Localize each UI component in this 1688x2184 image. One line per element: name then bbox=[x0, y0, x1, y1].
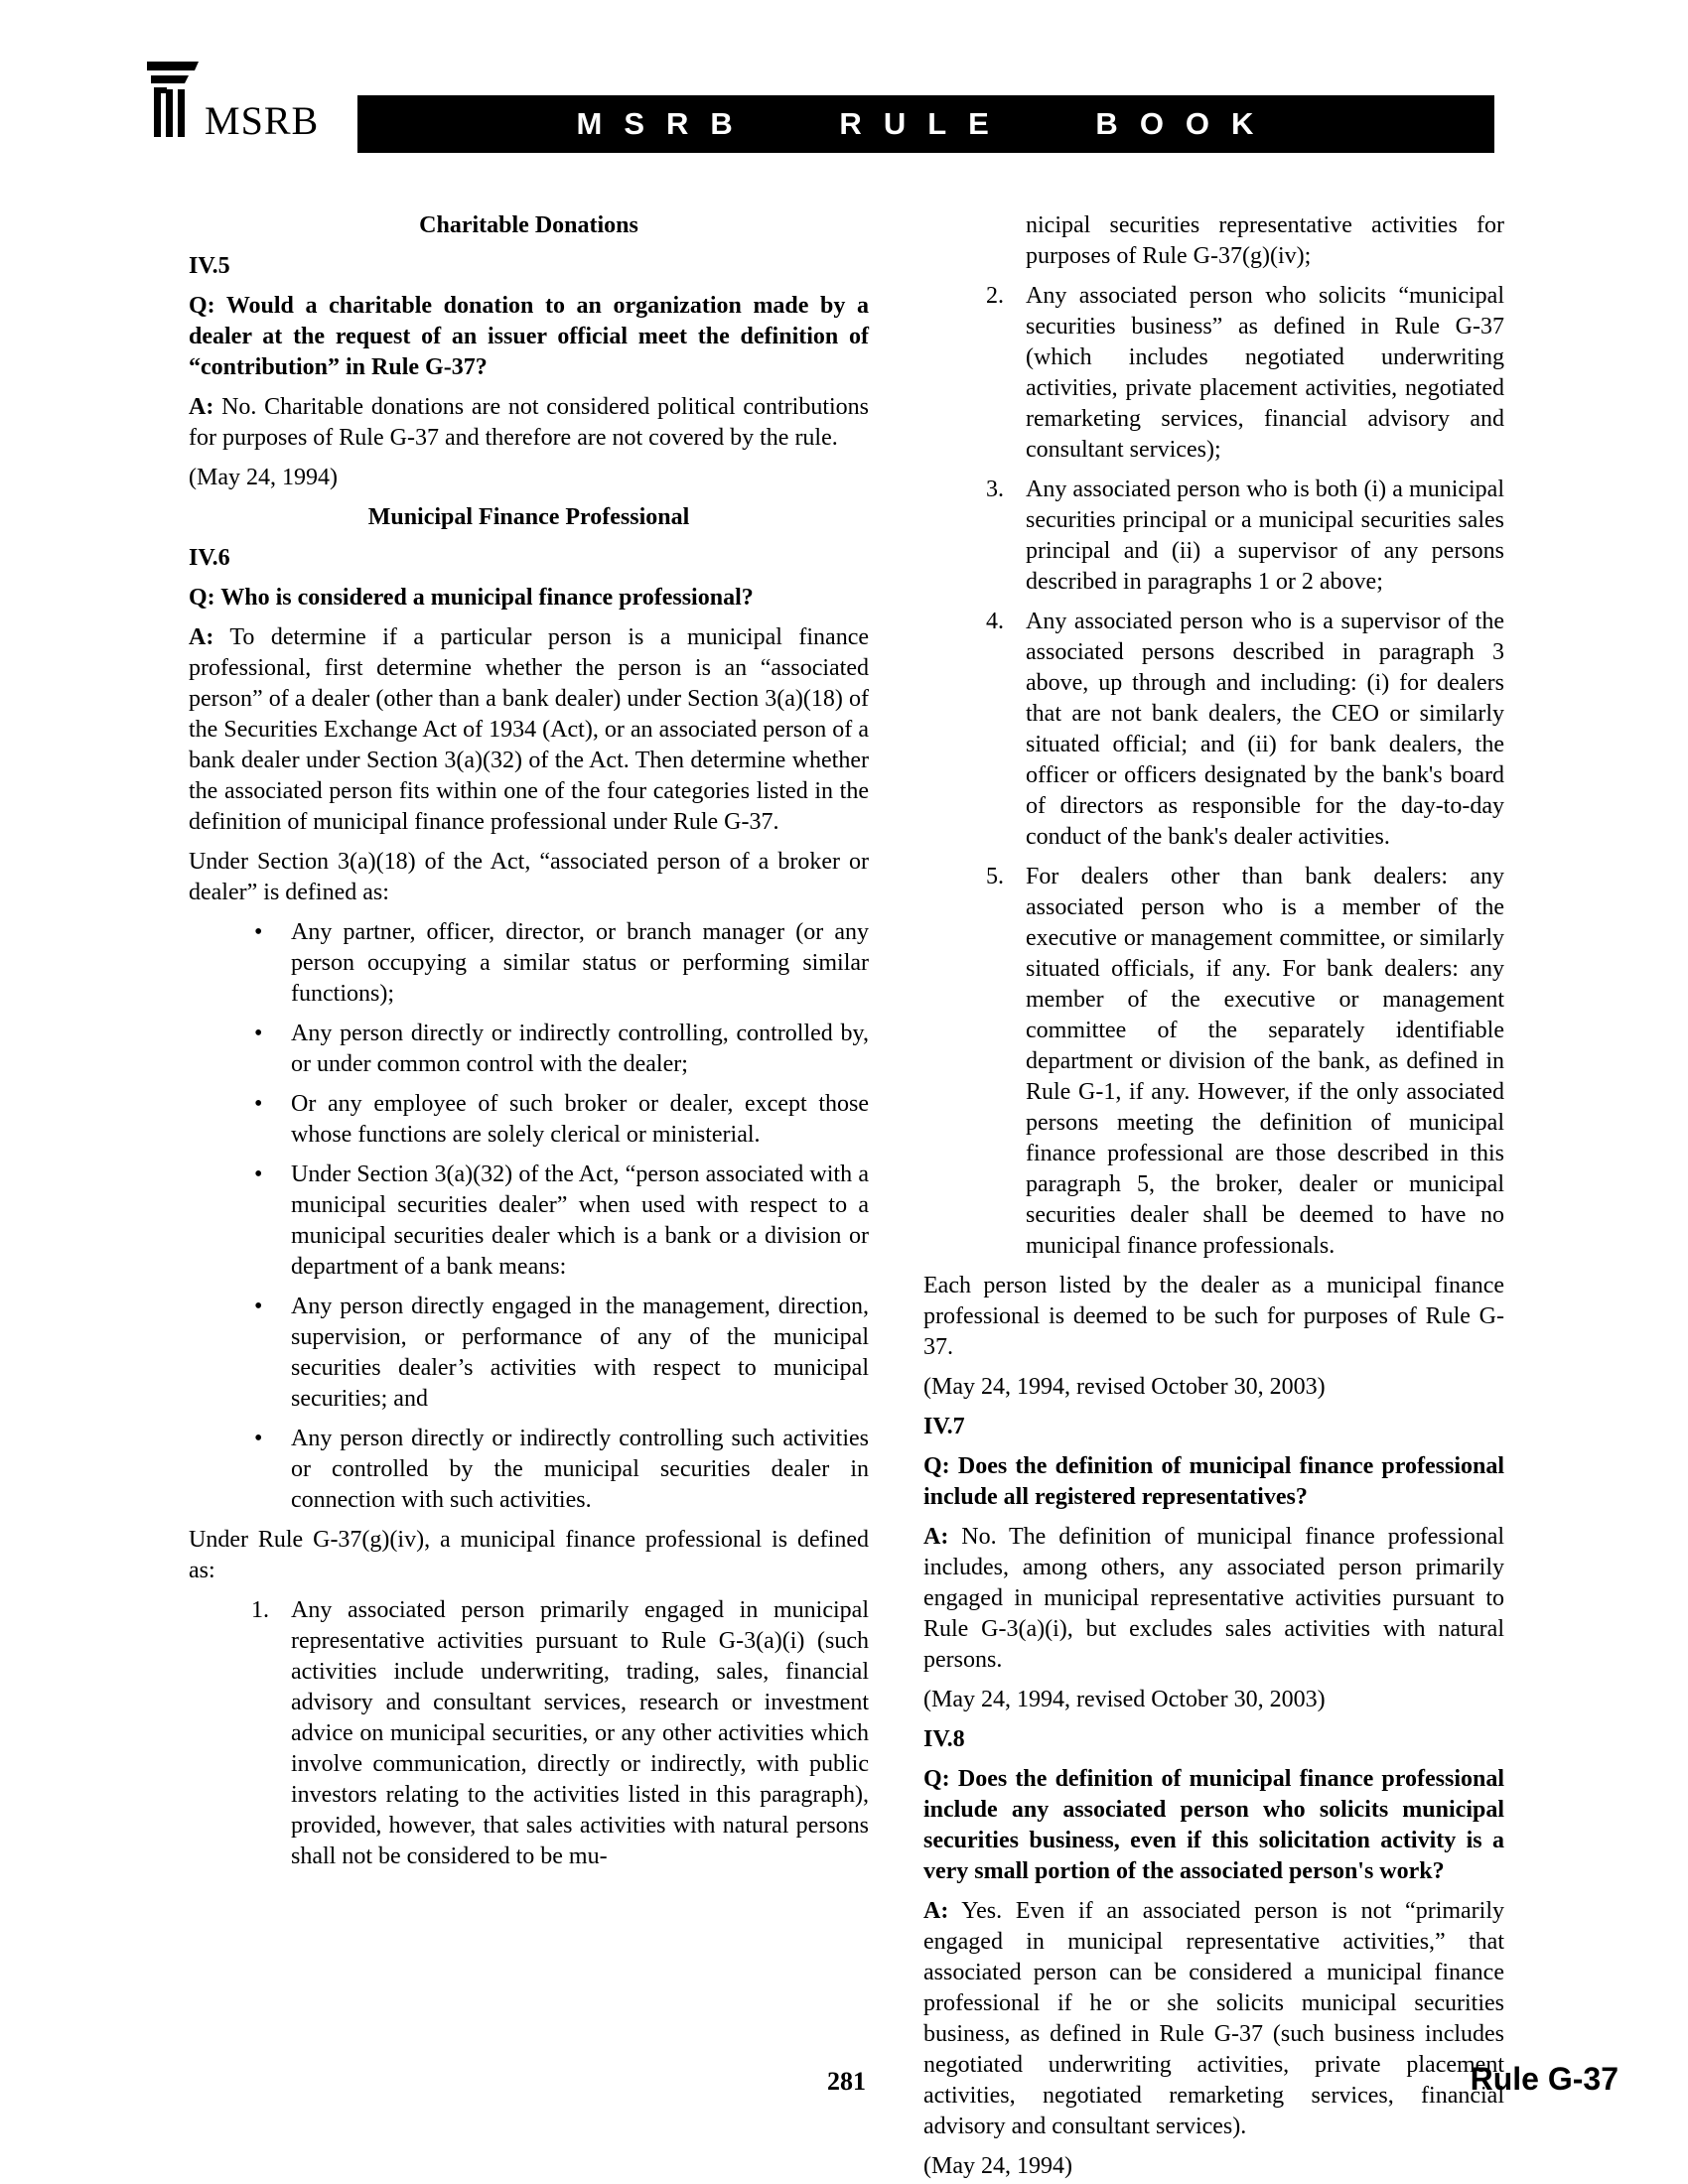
list-item-text: For dealers other than bank dealers: any associated person who is a member of the executive or management committee, or similarly situated officials, if any. For bank dealers: any member of the executive or management committee of the separately identifiable department or division of the bank, as defined in Rule G-1, if any. However, if the only associated persons meeting the definition of municipal finance professional are those described in this paragraph 5, the broker, dealer or municipal securities dealer shall be deemed to have no municipal finance professionals. bbox=[1026, 864, 1504, 1259]
iv5-adoption-date: (May 24, 1994) bbox=[189, 465, 338, 490]
list-item-text: Any associated person who is both (i) a municipal securities principal or a municipal securities sales principal and (ii) a supervisor of any persons described in paragraphs 1 or 2 above; bbox=[1026, 477, 1504, 595]
page-content bbox=[189, 210, 1504, 2184]
list-item bbox=[189, 1019, 869, 1080]
iv6-answer bbox=[189, 622, 869, 838]
bullet-marker: • bbox=[254, 1021, 263, 1046]
msrb-logo bbox=[137, 60, 320, 143]
bullet-marker: • bbox=[254, 1091, 263, 1117]
list-item-text: Or any employee of such broker or dealer, except those whose functions are solely clerical or ministerial. bbox=[291, 1091, 869, 1148]
number-marker: 3. bbox=[986, 477, 1004, 502]
iv7-answer bbox=[923, 1522, 1504, 1676]
numbered-item-4 bbox=[923, 607, 1504, 853]
answer-text: Yes. Even if an associated person is not “primarily engaged in municipal representative activities,” that associated person can be considered a municipal finance professional if he or she solicits municipal securities business, as defined in Rule G-37 (such business includes negotiated underwriting activities, private placement activities, negotiated remarketing services, financial advisory and consultant services). bbox=[923, 1898, 1505, 2139]
number-marker: 1. bbox=[251, 1597, 269, 1623]
numbered-item-1-continuation: nicipal securities representative activities for purposes of Rule G-37(g)(iv); bbox=[1026, 212, 1504, 269]
msrb-columns-icon bbox=[137, 60, 203, 139]
section-heading-charitable-donations: Charitable Donations bbox=[419, 212, 638, 238]
section-heading-municipal-finance-professional: Municipal Finance Professional bbox=[367, 504, 690, 530]
list-item-text: Any partner, officer, director, or branch manager (or any person occupying a similar status or performing similar functions); bbox=[291, 919, 869, 1007]
bullet-marker: • bbox=[254, 1294, 263, 1319]
iv7-adoption-date: (May 24, 1994, revised October 30, 2003) bbox=[923, 1687, 1326, 1712]
list-item-text: Any associated person who solicits “municipal securities business” as defined in Rule G-37 (which includes negotiated underwriting activities, private placement activities, negotiated remarketing services, financial advisory and consultant services); bbox=[1026, 283, 1504, 463]
iv7-question: Q: Does the definition of municipal finance professional include all registered representatives? bbox=[923, 1453, 1504, 1510]
list-item-text: Any person directly engaged in the management, direction, supervision, or performance of any of the municipal securities dealer’s activities with respect to municipal securities; and bbox=[291, 1294, 869, 1412]
iv8-question: Q: Does the definition of municipal finance professional include any associated person who solicits municipal securities business, even if this solicitation activity is a very small portion of the associated person's work? bbox=[923, 1766, 1504, 1884]
answer-prefix: A: bbox=[189, 624, 214, 650]
item-label-iv6: IV.6 bbox=[189, 545, 230, 571]
list-item bbox=[189, 917, 869, 1010]
bullet-marker: • bbox=[254, 1426, 263, 1451]
list-item-text: Any person directly or indirectly controlling such activities or controlled by the municipal securities dealer in connection with such activities. bbox=[291, 1426, 869, 1513]
numbered-item-2 bbox=[923, 281, 1504, 466]
iv8-adoption-date: (May 24, 1994) bbox=[923, 2153, 1072, 2179]
list-item-text: Under Section 3(a)(32) of the Act, “person associated with a municipal securities dealer” when used with respect to a municipal securities dealer which is a bank or a division or department of a bank means: bbox=[291, 1161, 869, 1280]
bullet-marker: • bbox=[254, 1161, 263, 1187]
iv6-question: Q: Who is considered a municipal finance professional? bbox=[189, 585, 754, 611]
iv6-adoption-date: (May 24, 1994, revised October 30, 2003) bbox=[923, 1374, 1326, 1400]
iv6-under-section-3a18: Under Section 3(a)(18) of the Act, “associated person of a broker or dealer” is defined as: bbox=[189, 849, 869, 905]
list-item-text: Any associated person primarily engaged in municipal representative activities pursuant to Rule G-3(a)(i) (such activities include underwriting, trading, sales, financial advisory and consultant services, research or investment advice on municipal securities, or any other activities which involve communication, directly or indirectly, with public investors relating to the activities listed in this paragraph), provided, however, that sales activities with natural persons shall not be considered to be mu- bbox=[291, 1597, 869, 1869]
number-marker: 4. bbox=[986, 609, 1004, 634]
answer-text: No. The definition of municipal finance professional includes, among others, any associated person primarily engaged in municipal representative activities pursuant to Rule G-3(a)(i), but excludes sales activities with natural persons. bbox=[923, 1524, 1505, 1673]
rulebook-title: MSRB RULE BOOK bbox=[576, 106, 1276, 141]
left-column bbox=[189, 210, 869, 2184]
number-marker: 2. bbox=[986, 283, 1004, 309]
bullet-marker: • bbox=[254, 919, 263, 945]
answer-prefix: A: bbox=[923, 1898, 949, 1924]
numbered-item-5 bbox=[923, 862, 1504, 1262]
list-item bbox=[189, 1424, 869, 1516]
item-label-iv5: IV.5 bbox=[189, 253, 230, 279]
iv8-answer bbox=[923, 1896, 1504, 2142]
number-marker: 5. bbox=[986, 864, 1004, 889]
page-number: 281 bbox=[827, 2067, 866, 2096]
answer-prefix: A: bbox=[923, 1524, 949, 1550]
iv6-each-person-paragraph: Each person listed by the dealer as a municipal finance professional is deemed to be such for purposes of Rule G-37. bbox=[923, 1273, 1504, 1360]
list-item bbox=[189, 1160, 869, 1283]
answer-text: No. Charitable donations are not considered political contributions for purposes of Rule G-37 and therefore are not covered by the rule. bbox=[189, 394, 870, 451]
item-label-iv7: IV.7 bbox=[923, 1414, 965, 1439]
list-item-text: Any associated person who is a supervisor of the associated persons described in paragraph 3 above, up through and including: (i) for dealers that are not bank dealers, the CEO or similarly situated official; and (ii) for bank dealers, the officer or officers designated by the bank's board of directors as responsible for the day-to-day conduct of the bank's dealer activities. bbox=[1026, 609, 1504, 850]
answer-text: To determine if a particular person is a municipal finance professional, first determine whether the person is an “associated person” of a dealer (other than a bank dealer) under Section 3(a)(18) of the Securities Exchange Act of 1934 (Act), or an associated person of a bank dealer under Section 3(a)(32) of the Act. Then determine whether the associated person fits within one of the four categories listed in the definition of municipal finance professional under Rule G-37. bbox=[189, 624, 869, 835]
numbered-item-3 bbox=[923, 475, 1504, 598]
item-label-iv8: IV.8 bbox=[923, 1726, 965, 1752]
numbered-item-1 bbox=[189, 1595, 869, 1872]
iv5-answer bbox=[189, 392, 869, 454]
rulebook-title-bar bbox=[357, 95, 1494, 153]
msrb-logo-text: MSRB bbox=[205, 98, 320, 143]
list-item bbox=[189, 1089, 869, 1151]
answer-prefix: A: bbox=[189, 394, 214, 420]
list-item bbox=[189, 1292, 869, 1415]
right-column bbox=[923, 210, 1504, 2184]
footer-rule-label: Rule G-37 bbox=[1470, 2061, 1618, 2097]
list-item-text: Any person directly or indirectly controlling, controlled by, or under common control with the dealer; bbox=[291, 1021, 869, 1077]
iv5-question: Q: Would a charitable donation to an organization made by a dealer at the request of an issuer official meet the definition of “contribution” in Rule G-37? bbox=[189, 293, 869, 380]
iv6-under-rule-g37: Under Rule G-37(g)(iv), a municipal finance professional is defined as: bbox=[189, 1527, 869, 1583]
